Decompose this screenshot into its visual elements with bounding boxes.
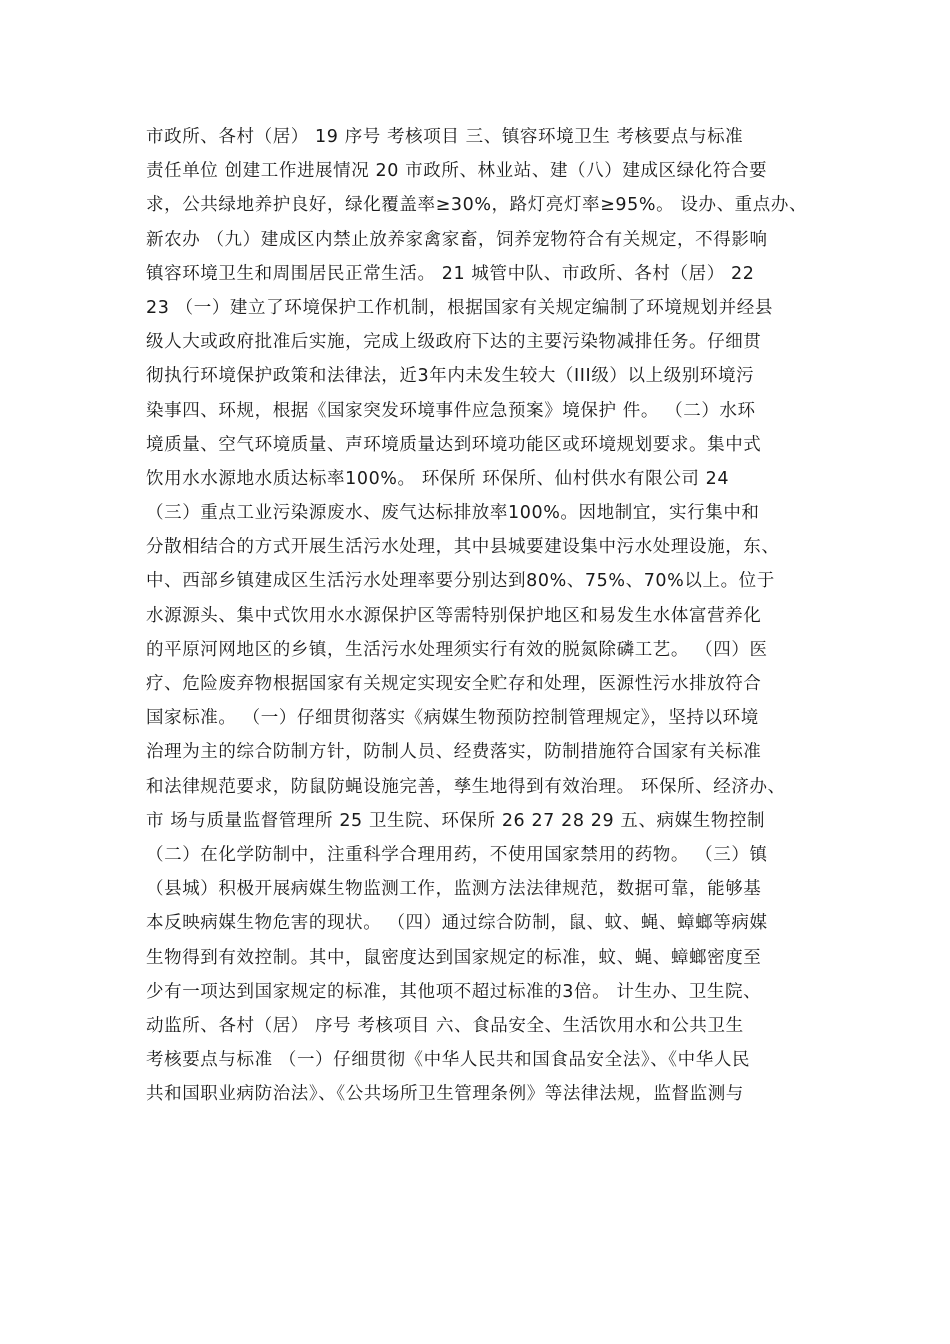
text-line: 共和国职业病防治法》、《公共场所卫生管理条例》等法律法规，监督监测与 xyxy=(146,1084,744,1105)
text-line: 国家标准。 （一）仔细贯彻落实《病媒生物预防控制管理规定》，坚持以环境 xyxy=(146,708,759,729)
text-line: （二）在化学防制中，注重科学合理用药，不使用国家禁用的药物。 （三）镇 xyxy=(146,844,768,865)
text-line: 的平原河网地区的乡镇，生活污水处理须实行有效的脱氮除磷工艺。 （四）医 xyxy=(146,639,768,660)
text-line: 分散相结合的方式开展生活污水处理，其中县城要建设集中污水处理设施，东、 xyxy=(146,537,780,558)
text-line: 境质量、空气环境质量、声环境质量达到环境功能区或环境规划要求。集中式 xyxy=(146,434,762,455)
body-text xyxy=(146,120,826,1111)
text-line: 市 场与质量监督管理所 25 卫生院、环保所 26 27 28 29 五、病媒生物控制 xyxy=(146,810,766,831)
text-line: 求，公共绿地养护良好，绿化覆盖率≥30%，路灯亮灯率≥95%。 设办、重点办、 xyxy=(146,195,808,216)
text-line: （三）重点工业污染源废水、废气达标排放率100%。因地制宜，实行集中和 xyxy=(146,503,760,524)
text-line: 水源源头、集中式饮用水水源保护区等需特别保护地区和易发生水体富营养化 xyxy=(146,605,762,626)
text-line: 饮用水水源地水质达标率100%。 环保所 环保所、仙村供水有限公司 24 xyxy=(146,468,730,489)
text-line: 级人大或政府批准后实施，完成上级政府下达的主要污染物减排任务。仔细贯 xyxy=(146,332,762,353)
text-line: 疗、危险废弃物根据国家有关规定实现安全贮存和处理，医源性污水排放符合 xyxy=(146,674,762,694)
text-line: 责任单位 创建工作进展情况 20 市政所、林业站、建（八）建成区绿化符合要 xyxy=(146,161,768,182)
text-line: 市政所、各村（居） 19 序号 考核项目 三、镇容环境卫生 考核要点与标准 xyxy=(146,127,744,147)
text-line: 动监所、各村（居） 序号 考核项目 六、食品安全、生活饮用水和公共卫生 xyxy=(146,1015,744,1036)
text-line: 彻执行环境保护政策和法律法，近3年内未发生较大（III级）以上级别环境污 xyxy=(146,366,755,387)
text-line: 少有一项达到国家规定的标准，其他项不超过标准的3倍。 计生办、卫生院、 xyxy=(146,981,762,1002)
text-line: 生物得到有效控制。其中，鼠密度达到国家规定的标准，蚊、蝇、蟑螂密度至 xyxy=(146,947,762,968)
text-line: 染事四、环规，根据《国家突发环境事件应急预案》境保护 件。 （二）水环 xyxy=(146,400,756,421)
text-line: 和法律规范要求，防鼠防蝇设施完善，孳生地得到有效治理。 环保所、经济办、 xyxy=(146,776,786,797)
text-line: 考核要点与标准 （一）仔细贯彻《中华人民共和国食品安全法》、《中华人民 xyxy=(146,1050,751,1071)
text-line: 镇容环境卫生和周围居民正常生活。 21 城管中队、市政所、各村（居） 22 xyxy=(146,263,755,284)
text-line: 治理为主的综合防制方针，防制人员、经费落实，防制措施符合国家有关标准 xyxy=(146,742,762,763)
text-line: （县城）积极开展病媒生物监测工作，监测方法法律规范，数据可靠，能够基 xyxy=(146,879,762,900)
text-line: 本反映病媒生物危害的现状。 （四）通过综合防制，鼠、蚊、蝇、蟑螂等病媒 xyxy=(146,913,768,934)
text-line: 中、西部乡镇建成区生活污水处理率要分别达到80%、75%、70%以上。位于 xyxy=(146,571,775,592)
text-line: 新农办 （九）建成区内禁止放养家禽家畜，饲养宠物符合有关规定，不得影响 xyxy=(146,229,768,250)
text-line: 23 （一）建立了环境保护工作机制，根据国家有关规定编制了环境规划并经县 xyxy=(146,297,773,318)
